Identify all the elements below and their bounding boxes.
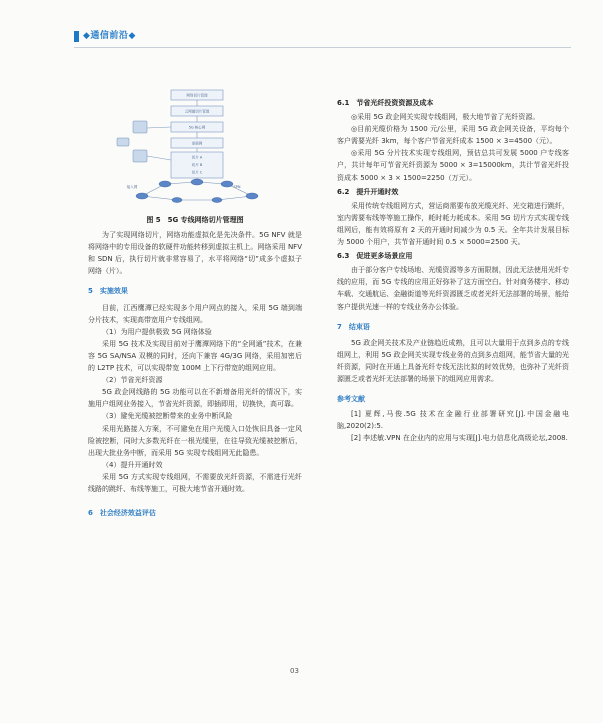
diagram-label: 接入网 <box>126 185 138 189</box>
paragraph: 5G 政企网关技术及产业链趋近成熟，且可以大量用于点到多点的专线组网上，利用 5G 政企网关实现专线业务的点到多点组网，能节省大量的光纤资源，同时在开通上具备光纤专线无法比拟的时效优势，也弥补了光纤资源匮乏或者光纤无法部署的场景下的组网应用需求。 <box>337 338 569 383</box>
references-heading: 参考文献 <box>337 395 365 404</box>
subsection-heading: 6.2 提升开通时效 <box>337 187 399 196</box>
header-accent-bar <box>74 31 79 42</box>
paragraph: 目前，江西鹰潭已经实现多个用户网点的接入，采用 5G 端到端分片技术，实现高带宽用户专线组网。 <box>88 303 302 324</box>
section-heading: 7 结束语 <box>337 322 370 331</box>
server-icon <box>117 138 129 146</box>
subsection-heading: 6.3 促进更多场景应用 <box>337 252 413 261</box>
server-icon <box>133 150 147 162</box>
router-icon <box>159 181 171 187</box>
list-heading: （2）节省光纤资源 <box>102 376 163 385</box>
section-heading: 6 社会经济效益评估 <box>88 509 156 518</box>
diagram-label: 承载网 <box>191 141 203 146</box>
section-title: ◆通信前沿◆ <box>83 31 136 41</box>
diagram-label: 云网端切片管理 <box>184 109 210 114</box>
list-heading: （3）避免光缆被挖断带来的业务中断风险 <box>102 412 233 421</box>
server-icon <box>133 121 147 133</box>
router-icon <box>246 193 258 199</box>
reference-item: [2] 李述敏.VPN 在企业内的应用与实现[J].电力信息化高级论坛,2008. <box>351 434 568 443</box>
router-icon <box>221 181 233 187</box>
subsection-heading: 6.1 节省光纤投资资源及成本 <box>337 99 434 107</box>
header-divider <box>74 47 571 48</box>
list-heading: （1）为用户提供极致 5G 网络体验 <box>102 327 212 336</box>
router-icon <box>172 198 182 203</box>
page-header <box>74 29 574 43</box>
router-icon <box>191 179 203 185</box>
paragraph: 采用传统专线组网方式，营运商需要布放光缆光纤、光交箱进行跳纤，室内需要布线等等施工操作，耗时耗力耗成本。采用 5G 切片方式实现专线组网后，能有效将原有 2 天的开通时间减少为 0.5 天。全年共计发展目标为 5000 个用户，共节省开通时间 0.5 × 5000=2500 天。 <box>337 201 569 247</box>
diagram-label: SPN <box>233 185 241 189</box>
paragraph: 为了实现网络切片，网络功能虚拟化是先决条件。5G NFV 就是将网络中的专用设备的软硬件功能转移到虚拟主机上。网络采用 NFV 和 SDN 后，执行切片就非常容易了，水平将网络“切”成多个虚拟子网络（片）。 <box>88 231 302 276</box>
diagram-label: 网络切片管理 <box>186 93 208 98</box>
right-column <box>337 95 569 444</box>
diagram-label: 切片 A <box>191 155 203 160</box>
paragraph: 由于部分客户专线场地、光缆资源等多方面限制，因此无法使用光纤专线的应用，而 5G 专线的应用正好弥补了这方面空白。针对商务楼宇、移动车载、交通航运、金融街道等光纤资源匮乏或者光纤无法部署的场景，能给客户提供光速一样的专线业务办公体验。 <box>337 266 569 311</box>
router-icon <box>136 193 148 199</box>
bullet-paragraph: ◎采用 5G 政企网关实现专线组网，极大地节省了光纤资源。 <box>351 113 540 122</box>
network-slice-diagram <box>87 88 277 208</box>
bullet-paragraph: ◎采用 5G 分片技术实现专线组网，预估总共可发展 5000 户专线客户，共计每年可节省光纤资源为 5000 × 3=15000km，共计节省光纤投资成本 5000 × 3 × 1500=2250（万元）。 <box>337 149 569 182</box>
section-heading: 5 实施效果 <box>88 287 128 296</box>
diagram-label: 切片 C <box>191 170 203 175</box>
list-heading: （4）提升开通时效 <box>102 460 163 469</box>
paragraph: 采用 5G 技术及实现目前对于鹰潭网络下的“全网通”技术，在兼容 5G SA/NSA 双模的同时，还向下兼容 4G/3G 网络，采用加密后的 L2TP 技术，可以实现带宽 100M 上下行带宽的组网应用。 <box>88 339 302 373</box>
bullet-paragraph: ◎目前光缆价格为 1500 元/公里，采用 5G 政企网关设备，平均每个客户需要光纤 3km，每个客户节省光纤成本 1500 × 3=4500（元）。 <box>337 125 569 146</box>
paragraph: 采用 5G 方式实现专线组网，不需要放光纤资源，不需进行光纤线路的跳纤、布线等施工，可极大地节省开通时效。 <box>88 472 302 493</box>
left-column <box>88 212 302 523</box>
diagram-label: 切片 B <box>191 163 203 167</box>
figure-caption: 图 5 5G 专线网络切片管理图 <box>146 216 244 224</box>
router-icon <box>212 198 222 203</box>
paragraph: 采用光路接入方案，不可避免在用户光缆入口处恢旧具备一定风险被挖断，同时大多数光纤在一根光缆里，在往导致光缆被挖断后，出现大批业务中断，而采用 5G 实现专线组网无此隐患。 <box>88 424 302 457</box>
paragraph: 5G 政企网线路的 5G 功能可以在不新增备用光纤的情况下，实施用户组网业务接入，节省光纤资源，即插即用，切换快，高可靠。 <box>88 388 302 409</box>
page-number: 03 <box>290 667 299 675</box>
header-title: 通信前沿 <box>90 31 129 41</box>
reference-item: [1] 夏辉,马俊.5G 技术在金融行业部署研究[J].中国金融电脑,2020(2):5. <box>337 410 569 431</box>
diagram-label: 5G 核心网 <box>188 125 206 130</box>
